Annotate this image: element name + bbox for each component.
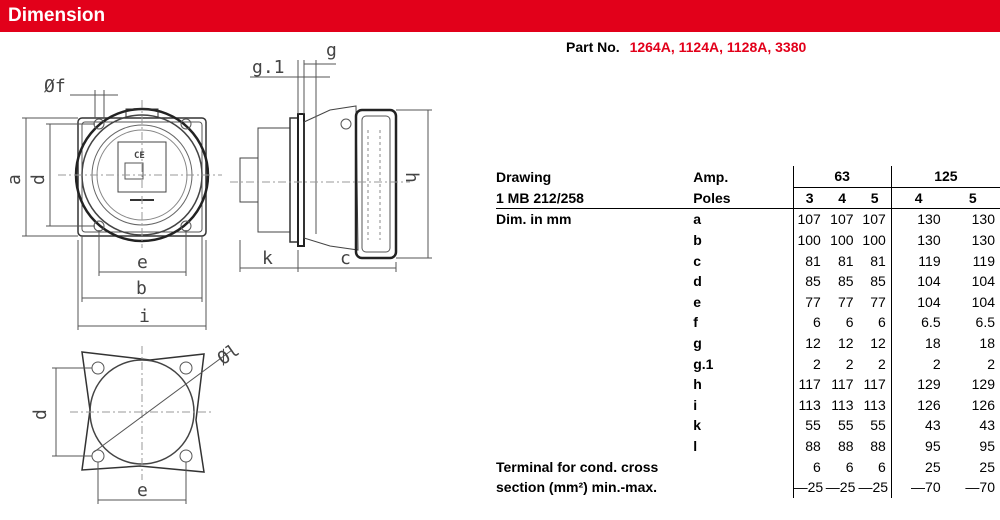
dim-value: 55 xyxy=(870,417,886,434)
table-row xyxy=(496,436,1000,457)
dim-value: 2 xyxy=(987,355,995,372)
dim-value: 2 xyxy=(891,353,945,374)
dim-label xyxy=(496,415,689,436)
dim-value: 119 xyxy=(972,252,995,269)
dim-label xyxy=(496,230,689,251)
side-view xyxy=(230,60,432,272)
terminal-label-2: section (mm²) min.-max. xyxy=(496,479,658,496)
dim-value: 43 xyxy=(891,415,945,436)
label-e: e xyxy=(137,252,148,273)
dim-value: 6 xyxy=(793,312,826,333)
amp-125: 125 xyxy=(891,166,1000,187)
ce-mark: CE xyxy=(134,151,145,161)
dim-value: 81 xyxy=(837,252,854,269)
dim-value: 126 xyxy=(891,395,945,416)
dim-label xyxy=(496,395,689,416)
dim-value: 117 xyxy=(831,376,854,393)
dim-value: 95 xyxy=(891,436,945,457)
terminal-label-1: Terminal for cond. cross xyxy=(496,458,659,475)
dim-value: 100 xyxy=(793,230,826,251)
dim-value: 77 xyxy=(837,293,854,310)
dim-value: 104 xyxy=(891,292,945,313)
label-i: i xyxy=(139,306,150,327)
page-title: Dimension xyxy=(8,5,106,26)
dim-key: c xyxy=(693,252,702,269)
dim-value: 130 xyxy=(891,209,945,230)
table-row xyxy=(496,292,1000,313)
dimension-table xyxy=(496,166,1000,498)
dim-value: 55 xyxy=(837,417,854,434)
dim-value: 12 xyxy=(870,335,886,352)
label-g1: g.1 xyxy=(252,57,285,78)
terminal-max: —25 xyxy=(858,479,889,496)
label-a: a xyxy=(4,174,25,185)
label-phi-l: Øl xyxy=(213,339,244,370)
dim-value: 2 xyxy=(877,355,886,372)
front-view xyxy=(22,90,222,330)
dimension-rows xyxy=(496,209,1000,457)
label-g: g xyxy=(326,40,337,61)
dim-label xyxy=(496,333,689,354)
label-k: k xyxy=(262,248,273,269)
dim-value: 88 xyxy=(837,438,854,455)
terminal-min: 6 xyxy=(877,458,886,475)
table-row xyxy=(496,374,1000,395)
dim-value: 130 xyxy=(971,211,995,228)
dim-key: l xyxy=(693,438,698,455)
table-row xyxy=(496,333,1000,354)
dim-value: 119 xyxy=(891,250,945,271)
dim-value: 12 xyxy=(837,335,854,352)
poles-value: 3 xyxy=(793,187,826,209)
dim-value: 129 xyxy=(971,376,995,393)
dim-value: 6 xyxy=(877,314,886,331)
table-row xyxy=(496,353,1000,374)
dim-key: d xyxy=(693,273,702,290)
poles-value: 5 xyxy=(946,187,1000,209)
dim-value: 100 xyxy=(862,232,886,249)
label-c: c xyxy=(340,248,351,269)
dim-value: 130 xyxy=(971,232,995,249)
dim-value: 117 xyxy=(793,374,826,395)
dim-key: a xyxy=(693,211,702,228)
dim-value: 85 xyxy=(870,273,886,290)
table-row xyxy=(496,395,1000,416)
label-e-bottom: e xyxy=(137,480,148,501)
terminal-max: —70 xyxy=(965,479,995,496)
terminal-max: —25 xyxy=(793,477,826,498)
terminal-max: —25 xyxy=(825,479,856,496)
dim-value: 6.5 xyxy=(975,314,995,331)
dim-key: f xyxy=(693,314,698,331)
part-number-label: Part No. xyxy=(566,39,620,55)
terminal-min: 25 xyxy=(891,456,945,477)
dim-value: 6 xyxy=(845,314,854,331)
terminal-min: 6 xyxy=(845,458,854,475)
dim-value: 85 xyxy=(793,271,826,292)
label-d: d xyxy=(28,174,49,185)
table-row xyxy=(496,209,1000,230)
part-number xyxy=(566,38,806,56)
dim-value: 2 xyxy=(845,355,854,372)
drawing-code: 1 MB 212/258 xyxy=(496,187,689,209)
poles-value: 4 xyxy=(826,187,859,209)
poles-label: Poles xyxy=(689,187,793,209)
dim-value: 126 xyxy=(971,396,995,413)
dim-value: 77 xyxy=(793,292,826,313)
dim-value: 100 xyxy=(830,232,854,249)
dim-value: 88 xyxy=(793,436,826,457)
dim-value: 104 xyxy=(891,271,945,292)
terminal-min: 25 xyxy=(979,458,995,475)
label-b: b xyxy=(136,278,147,299)
table-row xyxy=(496,271,1000,292)
table-row xyxy=(496,250,1000,271)
part-number-value: 1264A, 1124A, 1128A, 3380 xyxy=(629,39,807,55)
table-head-row-amp xyxy=(496,166,1000,187)
dim-label xyxy=(496,312,689,333)
dim-key: g.1 xyxy=(693,355,714,372)
dim-value: 113 xyxy=(831,396,854,413)
dim-value: 107 xyxy=(862,211,886,228)
dim-value: 2 xyxy=(793,353,826,374)
terminal-min: 6 xyxy=(793,456,826,477)
dim-label xyxy=(496,271,689,292)
dim-key: e xyxy=(693,293,702,310)
terminal-row-max xyxy=(496,477,1000,498)
poles-value: 4 xyxy=(891,187,945,209)
dim-value: 104 xyxy=(971,293,995,310)
dim-value: 77 xyxy=(870,293,886,310)
header-bar xyxy=(0,0,1000,32)
dim-value: 107 xyxy=(830,211,854,228)
dim-value: 18 xyxy=(891,333,945,354)
dim-key: b xyxy=(693,232,702,249)
dim-label xyxy=(496,250,689,271)
dim-label xyxy=(496,353,689,374)
dim-value: 117 xyxy=(863,376,886,393)
dim-value: 104 xyxy=(971,273,995,290)
dim-label xyxy=(496,292,689,313)
dim-key: g xyxy=(693,335,702,352)
dim-value: 85 xyxy=(837,273,854,290)
terminal-row-min xyxy=(496,456,1000,477)
dim-value: 113 xyxy=(863,396,886,413)
poles-value: 5 xyxy=(859,187,892,209)
amp-label: Amp. xyxy=(693,168,729,185)
technical-drawing xyxy=(0,34,470,520)
dim-value: 88 xyxy=(870,438,886,455)
dim-value: 18 xyxy=(979,335,995,352)
table-row xyxy=(496,415,1000,436)
dim-label xyxy=(496,436,689,457)
table-head-row-poles xyxy=(496,187,1000,209)
dim-value: 95 xyxy=(979,438,995,455)
dim-key: k xyxy=(693,417,702,434)
dim-value: 81 xyxy=(793,250,826,271)
label-h: h xyxy=(401,172,422,183)
dim-value: 43 xyxy=(979,417,995,434)
drawing-label: Drawing xyxy=(496,168,552,185)
dim-value: 113 xyxy=(793,395,826,416)
amp-63: 63 xyxy=(793,166,891,187)
dim-value: 12 xyxy=(793,333,826,354)
label-phi-f: Øf xyxy=(44,76,66,97)
dim-value: 6.5 xyxy=(891,312,945,333)
dim-value: 55 xyxy=(793,415,826,436)
label-d-bottom: d xyxy=(30,409,51,420)
dim-value: 107 xyxy=(793,209,826,230)
dim-value: 81 xyxy=(870,252,886,269)
dim-key: h xyxy=(693,376,702,393)
dim-label xyxy=(496,374,689,395)
dim-key: i xyxy=(693,396,698,413)
dim-value: 130 xyxy=(891,230,945,251)
terminal-max: —70 xyxy=(891,477,945,498)
dim-label: Dim. in mm xyxy=(496,211,572,228)
table-row xyxy=(496,230,1000,251)
table-row xyxy=(496,312,1000,333)
dim-value: 129 xyxy=(891,374,945,395)
